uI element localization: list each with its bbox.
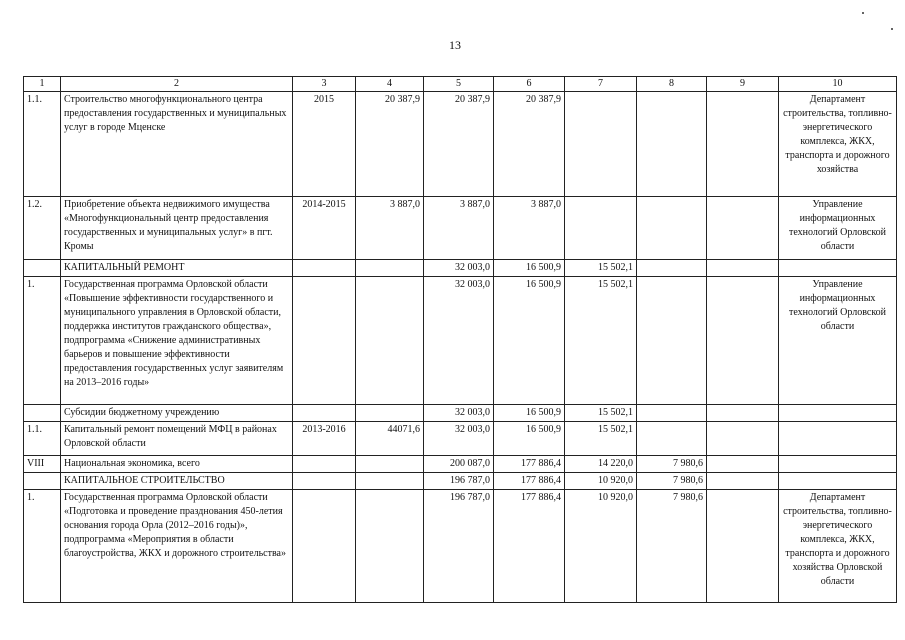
total-amount: 32 003,0: [424, 422, 494, 456]
row-number: 1.2.: [24, 197, 61, 260]
amount-col8: [637, 277, 707, 405]
estimated-cost: [356, 260, 424, 277]
period: 2014-2015: [293, 197, 356, 260]
total-amount: 200 087,0: [424, 456, 494, 473]
estimated-cost: [356, 490, 424, 603]
table-row: [24, 277, 897, 405]
amount-col6: 16 500,9: [494, 277, 565, 405]
row-number: [24, 405, 61, 422]
total-amount: 32 003,0: [424, 405, 494, 422]
table-row: [24, 260, 897, 277]
amount-col6: 16 500,9: [494, 260, 565, 277]
amount-col9: [707, 490, 779, 603]
amount-col6: 20 387,9: [494, 92, 565, 197]
item-name: Строительство многофункционального центра предоставления государственных и муниципальных услуг в городе Мценске: [61, 92, 293, 197]
row-number: VIII: [24, 456, 61, 473]
responsible-department: [779, 405, 897, 422]
estimated-cost: 3 887,0: [356, 197, 424, 260]
item-name: Приобретение объекта недвижимого имущества «Многофункциональный центр предоставления государственных и муниципальных услуг» в пгт. Кромы: [61, 197, 293, 260]
amount-col7: 15 502,1: [565, 277, 637, 405]
amount-col7: 14 220,0: [565, 456, 637, 473]
amount-col7: 10 920,0: [565, 490, 637, 603]
row-number: [24, 473, 61, 490]
amount-col7: 10 920,0: [565, 473, 637, 490]
period: [293, 456, 356, 473]
header-cell: 9: [707, 77, 779, 92]
amount-col9: [707, 197, 779, 260]
table-row: [24, 473, 897, 490]
budget-table: [23, 76, 897, 603]
amount-col6: 3 887,0: [494, 197, 565, 260]
table-row: [24, 422, 897, 456]
table-row: [24, 405, 897, 422]
total-amount: 32 003,0: [424, 277, 494, 405]
section-title: КАПИТАЛЬНЫЙ РЕМОНТ: [61, 260, 293, 277]
header-cell: 2: [61, 77, 293, 92]
row-number: 1.1.: [24, 92, 61, 197]
estimated-cost: [356, 473, 424, 490]
total-amount: 20 387,9: [424, 92, 494, 197]
period: [293, 490, 356, 603]
table-row: [24, 456, 897, 473]
responsible-department: [779, 456, 897, 473]
total-amount: 196 787,0: [424, 473, 494, 490]
responsible-department: [779, 422, 897, 456]
header-cell: 5: [424, 77, 494, 92]
amount-col9: [707, 422, 779, 456]
period: [293, 473, 356, 490]
responsible-department: [779, 473, 897, 490]
estimated-cost: [356, 277, 424, 405]
amount-col8: [637, 92, 707, 197]
period: 2013-2016: [293, 422, 356, 456]
total-amount: 196 787,0: [424, 490, 494, 603]
amount-col8: [637, 260, 707, 277]
estimated-cost: 44071,6: [356, 422, 424, 456]
amount-col7: 15 502,1: [565, 422, 637, 456]
amount-col8: 7 980,6: [637, 490, 707, 603]
section-title: КАПИТАЛЬНОЕ СТРОИТЕЛЬСТВО: [61, 473, 293, 490]
row-number: [24, 260, 61, 277]
amount-col9: [707, 277, 779, 405]
section-title: Национальная экономика, всего: [61, 456, 293, 473]
amount-col8: [637, 405, 707, 422]
table-row: [24, 490, 897, 603]
header-cell: 8: [637, 77, 707, 92]
amount-col6: 16 500,9: [494, 405, 565, 422]
item-name: Государственная программа Орловской области «Повышение эффективности государственного и муниципального управления в Орловской области, поддержка институтов гражданского общества», подпрограмма «Снижение административных барьеров и повышение эффективности предоставления государственных услуг заявителям на 2013–2016 годы»: [61, 277, 293, 405]
header-cell: 3: [293, 77, 356, 92]
amount-col9: [707, 456, 779, 473]
amount-col8: 7 980,6: [637, 456, 707, 473]
row-number: 1.: [24, 277, 61, 405]
table-row: [24, 92, 897, 197]
estimated-cost: [356, 456, 424, 473]
header-cell: 6: [494, 77, 565, 92]
row-number: 1.: [24, 490, 61, 603]
table-row: [24, 197, 897, 260]
header-cell: 10: [779, 77, 897, 92]
amount-col6: 177 886,4: [494, 490, 565, 603]
amount-col6: 177 886,4: [494, 473, 565, 490]
amount-col6: 16 500,9: [494, 422, 565, 456]
amount-col9: [707, 92, 779, 197]
header-cell: 7: [565, 77, 637, 92]
total-amount: 32 003,0: [424, 260, 494, 277]
estimated-cost: [356, 405, 424, 422]
amount-col9: [707, 473, 779, 490]
header-row: [24, 77, 897, 92]
amount-col7: [565, 197, 637, 260]
scan-speck: [891, 28, 893, 30]
item-name: Капитальный ремонт помещений МФЦ в районах Орловской области: [61, 422, 293, 456]
responsible-department: Управление информационных технологий Орловской области: [779, 197, 897, 260]
period: [293, 405, 356, 422]
estimated-cost: 20 387,9: [356, 92, 424, 197]
responsible-department: Управление информационных технологий Орловской области: [779, 277, 897, 405]
item-name: Субсидии бюджетному учреждению: [61, 405, 293, 422]
amount-col8: [637, 197, 707, 260]
item-name: Государственная программа Орловской области «Подготовка и проведение празднования 450-летия основания города Орла (2012–2016 годы)», подпрограмма «Мероприятия в области благоустройства, ЖКХ и дорожного строительства»: [61, 490, 293, 603]
amount-col9: [707, 405, 779, 422]
amount-col6: 177 886,4: [494, 456, 565, 473]
row-number: 1.1.: [24, 422, 61, 456]
responsible-department: Департамент строительства, топливно-энергетического комплекса, ЖКХ, транспорта и дорожного хозяйства: [779, 92, 897, 197]
header-cell: 4: [356, 77, 424, 92]
responsible-department: Департамент строительства, топливно-энергетического комплекса, ЖКХ, транспорта и дорожного хозяйства Орловской области: [779, 490, 897, 603]
amount-col8: [637, 422, 707, 456]
amount-col7: 15 502,1: [565, 405, 637, 422]
total-amount: 3 887,0: [424, 197, 494, 260]
amount-col7: [565, 92, 637, 197]
amount-col7: 15 502,1: [565, 260, 637, 277]
amount-col9: [707, 260, 779, 277]
period: [293, 277, 356, 405]
page-number: 13: [449, 38, 461, 52]
responsible-department: [779, 260, 897, 277]
header-cell: 1: [24, 77, 61, 92]
amount-col8: 7 980,6: [637, 473, 707, 490]
scan-speck: [862, 12, 864, 14]
period: [293, 260, 356, 277]
period: 2015: [293, 92, 356, 197]
